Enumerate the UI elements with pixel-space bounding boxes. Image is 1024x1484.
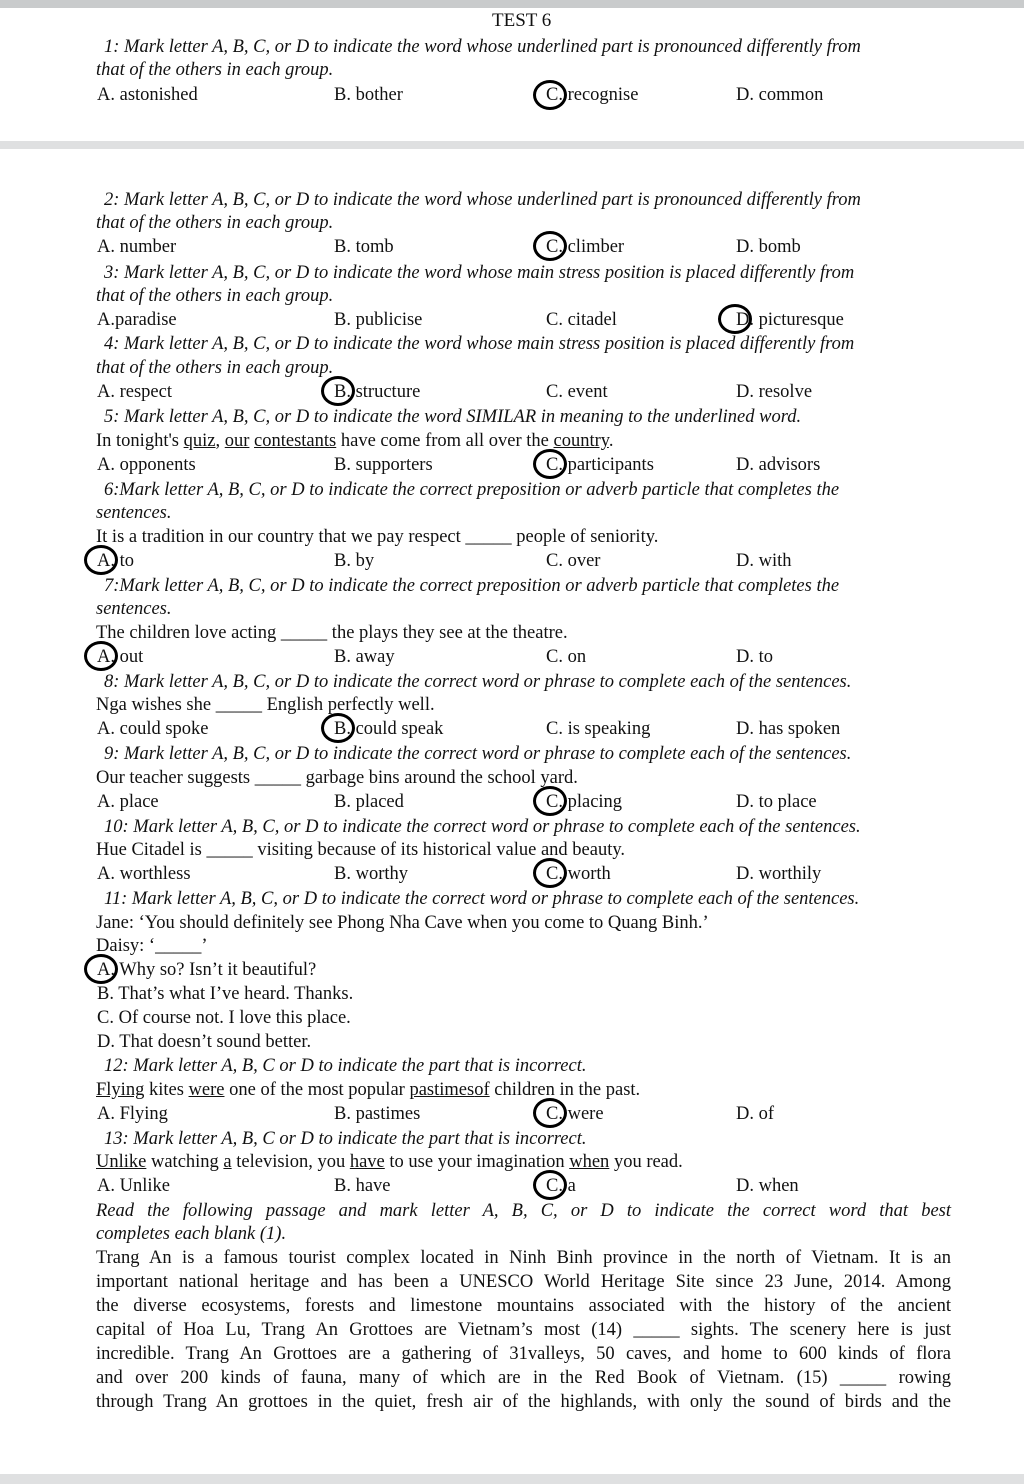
q3-answer-circle	[718, 304, 752, 334]
q6-option-a[interactable]: A. to	[97, 551, 134, 571]
q12-option-a[interactable]: A. Flying	[97, 1104, 168, 1124]
q2-instruction-line2: that of the others in each group.	[96, 213, 334, 233]
q12-sentence: Flying kites were one of the most popular pastimesof children in the past.	[96, 1080, 641, 1100]
q12-option-d[interactable]: D. of	[736, 1104, 775, 1124]
q9-sentence: Our teacher suggests _____ garbage bins around the school yard.	[96, 768, 578, 788]
passage-line: incredible. Trang An Grottoes are a gathering of 31valleys, 50 caves, and home to 600 kinds of flora	[96, 1344, 951, 1364]
q1-option-c[interactable]: C. recognise	[546, 85, 639, 105]
q1-option-d[interactable]: D. common	[736, 85, 824, 105]
q7-instruction-line1: 7:Mark letter A, B, C, or D to indicate the correct preposition or adverb particle that completes the	[104, 576, 840, 596]
q6-sentence: It is a tradition in our country that we pay respect _____ people of seniority.	[96, 527, 659, 547]
q9-option-a[interactable]: A. place	[97, 792, 159, 812]
q4-answer-circle	[321, 376, 355, 406]
passage-line: and over 200 kinds of fauna, many of which are in the Red Book of Vietnam. (15) _____ rowing	[96, 1368, 951, 1388]
q6-option-d[interactable]: D. with	[736, 551, 792, 571]
q10-answer-circle	[533, 858, 567, 888]
q8-option-b[interactable]: B. could speak	[334, 719, 444, 739]
q3-option-d[interactable]: D. picturesque	[736, 310, 844, 330]
q5-option-c[interactable]: C. participants	[546, 455, 654, 475]
q1-option-a[interactable]: A. astonished	[97, 85, 198, 105]
q10-option-d[interactable]: D. worthily	[736, 864, 822, 884]
passage-line: the diverse ecosystems, forests and limestone mountains associated with the history of the ancient	[96, 1296, 951, 1316]
q7-instruction-line2: sentences.	[96, 599, 172, 619]
q11-jane-line: Jane: ‘You should definitely see Phong Nha Cave when you come to Quang Binh.’	[96, 913, 709, 933]
q8-sentence: Nga wishes she _____ English perfectly well.	[96, 695, 435, 715]
q6-instruction-line1: 6:Mark letter A, B, C, or D to indicate the correct preposition or adverb particle that completes the	[104, 480, 840, 500]
q8-answer-circle	[321, 713, 355, 743]
q12-answer-circle	[533, 1098, 567, 1128]
q4-instruction-line2: that of the others in each group.	[96, 358, 334, 378]
q5-answer-circle	[533, 449, 567, 479]
q10-sentence: Hue Citadel is _____ visiting because of its historical value and beauty.	[96, 840, 626, 860]
q8-option-d[interactable]: D. has spoken	[736, 719, 841, 739]
q9-instruction: 9: Mark letter A, B, C, or D to indicate the correct word or phrase to complete each of the sentences.	[104, 744, 852, 764]
q2-option-d[interactable]: D. bomb	[736, 237, 801, 257]
q2-option-b[interactable]: B. tomb	[334, 237, 394, 257]
q8-option-a[interactable]: A. could spoke	[97, 719, 209, 739]
q11-option-d[interactable]: D. That doesn’t sound better.	[97, 1032, 312, 1052]
q6-answer-circle	[84, 545, 118, 575]
q7-option-b[interactable]: B. away	[334, 647, 395, 667]
q10-instruction: 10: Mark letter A, B, C, or D to indicate the correct word or phrase to complete each of the sentences.	[104, 817, 861, 837]
q13-option-d[interactable]: D. when	[736, 1176, 799, 1196]
q9-answer-circle	[533, 786, 567, 816]
q12-option-b[interactable]: B. pastimes	[334, 1104, 421, 1124]
q5-instruction: 5: Mark letter A, B, C, or D to indicate the word SIMILAR in meaning to the underlined word.	[104, 407, 802, 427]
q12-instruction: 12: Mark letter A, B, C or D to indicate the part that is incorrect.	[104, 1056, 587, 1076]
q1-instruction-line1: 1: Mark letter A, B, C, or D to indicate the word whose underlined part is pronounced differently from	[104, 37, 861, 57]
q7-option-c[interactable]: C. on	[546, 647, 587, 667]
q4-instruction-line1: 4: Mark letter A, B, C, or D to indicate the word whose main stress position is placed differently from	[104, 334, 855, 354]
q11-option-a[interactable]: A. Why so? Isn’t it beautiful?	[97, 960, 317, 980]
q7-option-a[interactable]: A. out	[97, 647, 144, 667]
passage-line: important national heritage and has been a UNESCO World Heritage Site since 23 June, 2014. Among	[96, 1272, 951, 1292]
test-title: TEST 6	[492, 10, 552, 31]
q13-sentence: Unlike watching a television, you have to use your imagination when you read.	[96, 1152, 683, 1172]
passage-line: capital of Hoa Lu, Trang An Grottoes are Vietnam’s most (14) _____ sights. The scenery here is just	[96, 1320, 951, 1340]
q13-option-c[interactable]: C. a	[546, 1176, 576, 1196]
q11-instruction: 11: Mark letter A, B, C, or D to indicate the correct word or phrase to complete each of the sentences.	[104, 889, 860, 909]
q4-option-c[interactable]: C. event	[546, 382, 608, 402]
q1-option-b[interactable]: B. bother	[334, 85, 403, 105]
q5-option-a[interactable]: A. opponents	[97, 455, 196, 475]
page-separator	[0, 141, 1024, 149]
q3-instruction-line2: that of the others in each group.	[96, 286, 334, 306]
q3-instruction-line1: 3: Mark letter A, B, C, or D to indicate the word whose main stress position is placed differently from	[104, 263, 855, 283]
passage-instruction-line1: Read the following passage and mark letter A, B, C, or D to indicate the correct word that best	[96, 1201, 951, 1221]
q4-option-d[interactable]: D. resolve	[736, 382, 813, 402]
q13-instruction: 13: Mark letter A, B, C or D to indicate the part that is incorrect.	[104, 1129, 587, 1149]
top-gray-bar	[0, 0, 1024, 8]
q9-option-c[interactable]: C. placing	[546, 792, 623, 812]
q3-option-b[interactable]: B. publicise	[334, 310, 423, 330]
q9-option-d[interactable]: D. to place	[736, 792, 817, 812]
q2-option-a[interactable]: A. number	[97, 237, 177, 257]
q11-answer-circle	[84, 954, 118, 984]
q6-option-c[interactable]: C. over	[546, 551, 601, 571]
passage-line: through Trang An grottoes in the quiet, fresh air of the highlands, with only the sound of birds and the	[96, 1392, 951, 1412]
q13-answer-circle	[533, 1170, 567, 1200]
q8-instruction: 8: Mark letter A, B, C, or D to indicate the correct word or phrase to complete each of the sentences.	[104, 672, 852, 692]
q6-instruction-line2: sentences.	[96, 503, 172, 523]
q11-option-c[interactable]: C. Of course not. I love this place.	[97, 1008, 351, 1028]
q7-sentence: The children love acting _____ the plays they see at the theatre.	[96, 623, 568, 643]
q1-instruction-line2: that of the others in each group.	[96, 60, 334, 80]
q10-option-a[interactable]: A. worthless	[97, 864, 191, 884]
q11-daisy-line: Daisy: ‘_____’	[96, 936, 208, 956]
q8-option-c[interactable]: C. is speaking	[546, 719, 651, 739]
q13-option-a[interactable]: A. Unlike	[97, 1176, 170, 1196]
passage-line: Trang An is a famous tourist complex located in Ninh Binh province in the north of Vietnam. It is an	[96, 1248, 951, 1268]
q3-option-c[interactable]: C. citadel	[546, 310, 617, 330]
q10-option-b[interactable]: B. worthy	[334, 864, 408, 884]
q5-option-b[interactable]: B. supporters	[334, 455, 433, 475]
q12-option-c[interactable]: C. were	[546, 1104, 604, 1124]
q3-option-a[interactable]: A.paradise	[97, 310, 177, 330]
q2-answer-circle	[533, 231, 567, 261]
q11-option-b[interactable]: B. That’s what I’ve heard. Thanks.	[97, 984, 354, 1004]
passage-instruction-line2: completes each blank (1).	[96, 1224, 287, 1244]
q2-instruction-line1: 2: Mark letter A, B, C, or D to indicate the word whose underlined part is pronounced differently from	[104, 190, 861, 210]
q4-option-a[interactable]: A. respect	[97, 382, 172, 402]
q5-sentence: In tonight's quiz, our contestants have come from all over the country.	[96, 431, 614, 451]
q7-option-d[interactable]: D. to	[736, 647, 773, 667]
q5-option-d[interactable]: D. advisors	[736, 455, 821, 475]
q9-option-b[interactable]: B. placed	[334, 792, 404, 812]
q10-option-c[interactable]: C. worth	[546, 864, 611, 884]
q2-option-c[interactable]: C. climber	[546, 237, 625, 257]
q1-answer-circle	[533, 80, 567, 110]
q13-option-b[interactable]: B. have	[334, 1176, 391, 1196]
q6-option-b[interactable]: B. by	[334, 551, 375, 571]
q7-answer-circle	[84, 641, 118, 671]
bottom-gray-bar	[0, 1474, 1024, 1484]
q4-option-b[interactable]: B. structure	[334, 382, 421, 402]
